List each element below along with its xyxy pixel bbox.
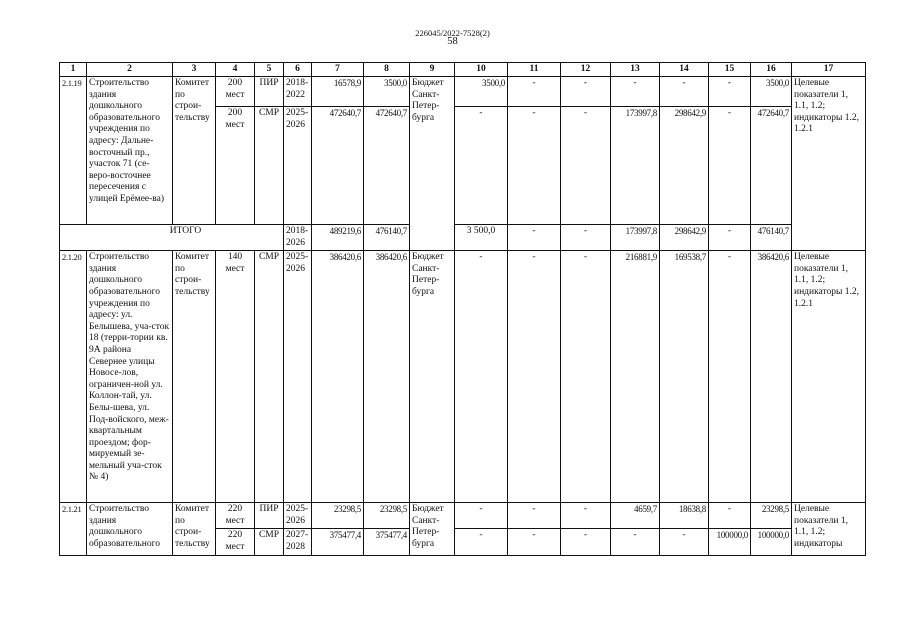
col-header: 6 [284, 63, 312, 77]
total-cost: 472640,7 [312, 107, 364, 225]
cell-10: - [455, 107, 508, 225]
work-type: ПИР [255, 503, 284, 529]
row-number: 2.1.21 [60, 503, 87, 555]
customer: Комитет по строи-тельству [173, 503, 216, 555]
cell-15: - [709, 503, 751, 529]
cell-15: - [709, 77, 751, 107]
customer: Комитет по строи-тельству [173, 77, 216, 225]
object-name: Строительство здания дошкольного образовательного учреждения по адресу: Дальне-восточный пр., участок 71 (се-веро-восточнее пересечения с улицей Ерёмее-ва) [87, 77, 173, 225]
col-header: 15 [709, 63, 751, 77]
remaining-cost: 23298,5 [364, 503, 410, 529]
capacity: 200 мест [216, 107, 255, 225]
capacity: 200 мест [216, 77, 255, 107]
cell-15: - [709, 107, 751, 225]
col-header: 7 [312, 63, 364, 77]
cell-11: - [508, 529, 561, 555]
total-cost: 375477,4 [312, 529, 364, 555]
row-number: 2.1.20 [60, 251, 87, 503]
period: 2018-2026 [284, 225, 312, 251]
cell-12: - [561, 107, 611, 225]
table-row [60, 503, 866, 529]
cell-14: 169538,7 [660, 251, 709, 503]
period: 2025-2026 [284, 251, 312, 503]
cell-11: - [508, 503, 561, 529]
total-cost: 386420,6 [312, 251, 364, 503]
remaining-cost: 476140,7 [364, 225, 410, 251]
capacity: 220 мест [216, 503, 255, 529]
cell-13: - [611, 77, 660, 107]
object-name: Строительство здания дошкольного образовательного учреждения по адресу: ул. Белышева, уча-сток 18 (терри-тории кв. 9А района Севернее улицы Новосе-лов, ограничен-ной ул. Коллон-тай, ул. Белы-шева, ул. Под-войского, меж-квартальным проездом; фор-мируемый зе-мельный уча-сток № 4) [87, 251, 173, 503]
document-id: 226045/2022-7528(2) [415, 28, 490, 38]
col-header: 13 [611, 63, 660, 77]
table-row [60, 77, 866, 107]
cell-12: - [561, 77, 611, 107]
period: 2018-2022 [284, 77, 312, 107]
cell-10: 3 500,0 [455, 225, 508, 251]
col-header: 11 [508, 63, 561, 77]
funding-source: Бюджет Санкт-Петер-бурга [410, 251, 455, 503]
table-row [60, 251, 866, 503]
cell-14: 298642,9 [660, 225, 709, 251]
cell-16: 3500,0 [751, 77, 792, 107]
indicators: Целевые показатели 1, 1.1, 1.2; индикаторы 1.2, 1.2.1 [792, 77, 866, 251]
col-header: 4 [216, 63, 255, 77]
object-name: Строительство здания дошкольного образовательного [87, 503, 173, 555]
cell-13: - [611, 529, 660, 555]
indicators: Целевые показатели 1, 1.1, 1.2; индикаторы [792, 503, 866, 555]
funding-source: Бюджет Санкт-Петер-бурга [410, 503, 455, 555]
total-cost: 489219,6 [312, 225, 364, 251]
cell-14: - [660, 77, 709, 107]
col-header: 8 [364, 63, 410, 77]
cell-12: - [561, 225, 611, 251]
cell-12: - [561, 503, 611, 529]
col-header: 14 [660, 63, 709, 77]
cell-10: - [455, 503, 508, 529]
cell-16: 100000,0 [751, 529, 792, 555]
period: 2027-2028 [284, 529, 312, 555]
capacity: 140 мест [216, 251, 255, 503]
cell-11: - [508, 251, 561, 503]
cell-14: 298642,9 [660, 107, 709, 225]
col-header: 17 [792, 63, 866, 77]
remaining-cost: 472640,7 [364, 107, 410, 225]
remaining-cost: 3500,0 [364, 77, 410, 107]
col-header: 5 [255, 63, 284, 77]
col-header: 3 [173, 63, 216, 77]
cell-13: 4659,7 [611, 503, 660, 529]
total-cost: 16578,9 [312, 77, 364, 107]
cell-12: - [561, 529, 611, 555]
cell-16: 476140,7 [751, 225, 792, 251]
program-table [59, 62, 866, 556]
cell-11: - [508, 77, 561, 107]
total-cost: 23298,5 [312, 503, 364, 529]
cell-15: - [709, 225, 751, 251]
cell-13: 173997,8 [611, 225, 660, 251]
col-header: 10 [455, 63, 508, 77]
col-header: 16 [751, 63, 792, 77]
cell-16: 23298,5 [751, 503, 792, 529]
cell-12: - [561, 251, 611, 503]
cell-16: 472640,7 [751, 107, 792, 225]
funding-source: Бюджет Санкт-Петер-бурга [410, 77, 455, 251]
col-header: 12 [561, 63, 611, 77]
col-header: 2 [87, 63, 173, 77]
cell-11: - [508, 225, 561, 251]
cell-11: - [508, 107, 561, 225]
customer: Комитет по строи-тельству [173, 251, 216, 503]
indicators: Целевые показатели 1, 1.1, 1.2; индикаторы 1.2, 1.2.1 [792, 251, 866, 503]
cell-16: 386420,6 [751, 251, 792, 503]
cell-10: 3500,0 [455, 77, 508, 107]
col-header: 1 [60, 63, 87, 77]
cell-13: 173997,8 [611, 107, 660, 225]
total-label: ИТОГО [60, 225, 284, 251]
capacity: 220 мест [216, 529, 255, 555]
work-type: СМР [255, 107, 284, 225]
work-type: СМР [255, 251, 284, 503]
work-type: ПИР [255, 77, 284, 107]
total-row [60, 225, 866, 251]
remaining-cost: 386420,6 [364, 251, 410, 503]
cell-13: 216881,9 [611, 251, 660, 503]
cell-14: - [660, 529, 709, 555]
cell-15: 100000,0 [709, 529, 751, 555]
cell-10: - [455, 251, 508, 503]
cell-14: 18638,8 [660, 503, 709, 529]
row-number: 2.1.19 [60, 77, 87, 225]
cell-10: - [455, 529, 508, 555]
period: 2025-2026 [284, 107, 312, 225]
col-header: 9 [410, 63, 455, 77]
work-type: СМР [255, 529, 284, 555]
remaining-cost: 375477,4 [364, 529, 410, 555]
period: 2025-2026 [284, 503, 312, 529]
page-number: 58 [447, 36, 458, 47]
cell-15: - [709, 251, 751, 503]
column-number-row [60, 63, 866, 77]
